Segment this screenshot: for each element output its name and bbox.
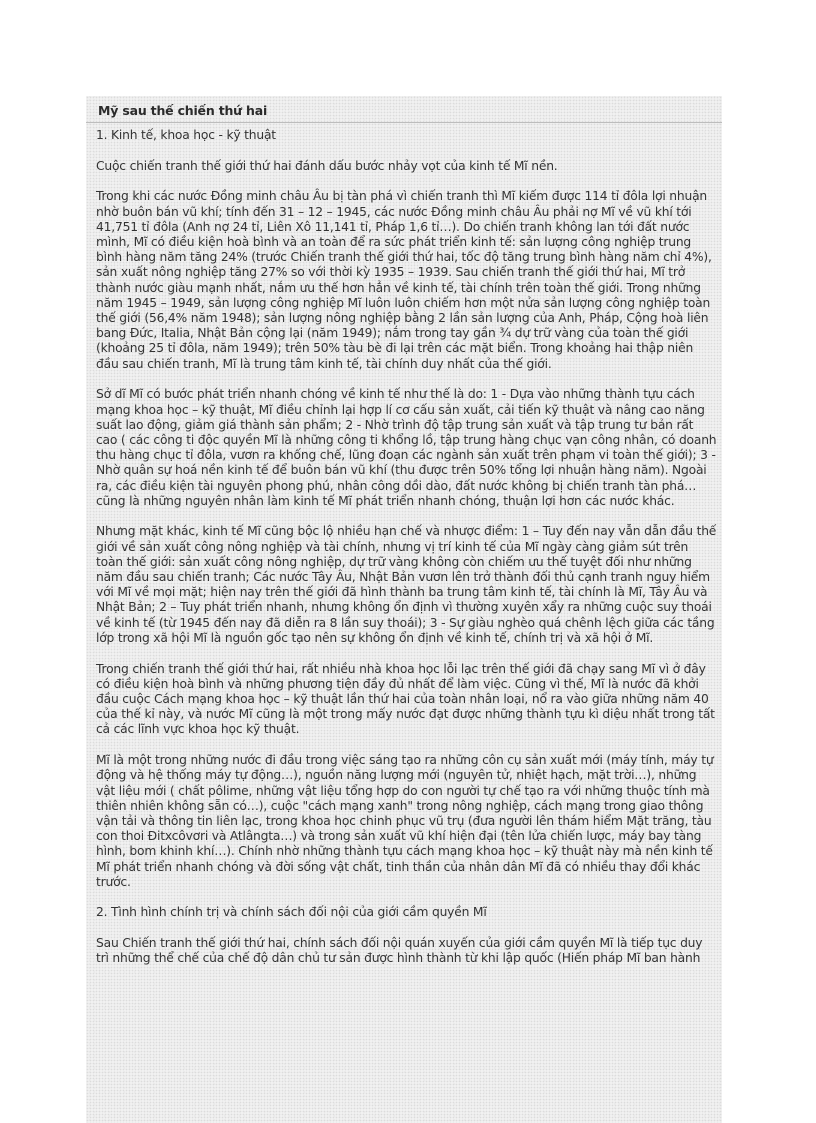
title-divider [86,122,722,123]
document-body [96,128,718,982]
section-heading-economy: 1. Kinh tế, khoa học - kỹ thuật [96,128,276,142]
section-heading-politics: 2. Tình hình chính trị và chính sách đối nội của giới cầm quyền Mĩ [96,905,487,920]
paragraph: Nhưng mặt khác, kinh tế Mĩ cũng bộc lộ nhiều hạn chế và nhược điểm: 1 – Tuy đến nay vẫn dẫn đầu thế giới về sản xuất công nông nghiệp và tài chính, nhưng vị trí kinh tế của Mĩ ngày càng giảm sút trên toàn thế giới: sản xuất công nông nghiệp, dự trữ vàng không còn chiếm ưu thế tuyệt đối như những năm đầu sau chiến tranh; Các nước Tây Âu, Nhật Bản vươn lên trở thành đối thủ cạnh tranh nguy hiểm với Mĩ về mọi mặt; hiện nay trên thế giới đã hình thành ba trung tâm kinh tế, tài chính là Mĩ, Tây Âu và Nhật Bản; 2 – Tuy phát triển nhanh, nhưng không ổn định vì thường xuyên xẩy ra những cuộc suy thoái về kinh tế (từ 1945 đến nay đã diễn ra 8 lần suy thoái); 3 - Sự giàu nghèo quá chênh lệch giữa các tầng lớp trong xã hội Mĩ là nguồn gốc tạo nên sự không ổn định về kinh tế, chính trị và xã hội ở Mĩ. [96,524,717,645]
paragraph: Sau Chiến tranh thế giới thứ hai, chính sách đối nội quán xuyến của giới cầm quyền Mĩ là tiếp tục duy trì những thể chế của chế độ dân chủ tư sản được hình thành từ khi lập quốc (Hiến pháp Mĩ ban hành [96,936,703,966]
paragraph: Cuộc chiến tranh thế giới thứ hai đánh dấu bước nhảy vọt của kinh tế Mĩ nền. [96,158,558,173]
paragraph: Trong khi các nước Đồng minh châu Âu bị tàn phá vì chiến tranh thì Mĩ kiếm được 114 tỉ đôla lợi nhuận nhờ buôn bán vũ khí; tính đến 31 – 12 – 1945, các nước Đồng minh châu Âu phải nợ Mĩ về vũ khí tới 41,751 tỉ đôla (Anh nợ 24 tỉ, Liên Xô 11,141 tỉ, Pháp 1,6 tỉ…). Do chiến tranh không lan tới đất nước mình, Mĩ có điều kiện hoà bình và an toàn để ra sức phát triển kinh tế: sản lượng công nghiệp trung bình hàng năm tăng 24% (trước Chiến tranh thế giới thứ hai, tốc độ tăng trung bình hàng năm chỉ 4%), sản xuất nông nghiệp tăng 27% so với thời kỳ 1935 – 1939. Sau chiến tranh thế giới thứ hai, Mĩ trở thành nước giàu mạnh nhất, nắm ưu thế hơn hẳn về kinh tế, tài chính trên toàn thế giới. Trong những năm 1945 – 1949, sản lượng công nghiệp Mĩ luôn luôn chiếm hơn một nửa sản lượng công nghiệp toàn thế giới (56,4% năm 1948); sản lượng nông nghiệp bằng 2 lần sản lượng của Anh, Pháp, Cộng hoà liên bang Đức, Italia, Nhật Bản cộng lại (năm 1949); nắm trong tay gần ¾ dự trữ vàng của toàn thế giới (khoảng 25 tỉ đôla, năm 1949); trên 50% tàu bè đi lại trên các mặt biển. Trong khoảng hai thập niên đầu sau chiến tranh, Mĩ là trung tâm kinh tế, tài chính duy nhất của thế giới. [96,189,712,371]
paragraph: Trong chiến tranh thế giới thứ hai, rất nhiều nhà khoa học lỗi lạc trên thế giới đã chạy sang Mĩ vì ở đây có điều kiện hoà bình và những phương tiện đầy đủ nhất để làm việc. Cũng vì thế, Mĩ là nước đã khởi đầu cuộc Cách mạng khoa học – kỹ thuật lần thứ hai của toàn nhân loại, nổ ra vào giữa những năm 40 của thế kỉ này, và nước Mĩ cũng là một trong mấy nước đạt được những thành tựu kì diệu nhất trong tất cả các lĩnh vực khoa học kỹ thuật. [96,661,715,737]
paragraph: Sở dĩ Mĩ có bước phát triển nhanh chóng về kinh tế như thế là do: 1 - Dựa vào những thành tựu cách mạng khoa học – kỹ thuật, Mĩ điều chỉnh lại hợp lí cơ cấu sản xuất, cải tiến kỹ thuật và nâng cao năng suất lao động, giảm giá thành sản phẩm; 2 - Nhờ trình độ tập trung sản xuất và tập trung tư bản rất cao ( các công ti độc quyền Mĩ là những công ti khổng lồ, tập trung hàng chục vạn công nhân, có doanh thu hàng chục tỉ đôla, vươn ra khống chế, lũng đoạn các ngành sản xuất trên phạm vi toàn thế giới); 3 - Nhờ quân sự hoá nền kinh tế để buôn bán vũ khí (thu được trên 50% tổng lợi nhuận hàng năm). Ngoài ra, các điều kiện tài nguyên phong phú, nhân công dồi dào, đất nước không bị chiến tranh tàn phá… cũng là những nguyên nhân làm kinh tế Mĩ phát triển nhanh chóng, thuận lợi hơn các nước khác. [96,387,717,508]
document-title: Mỹ sau thế chiến thứ hai [98,103,268,118]
paragraph: Mĩ là một trong những nước đi đầu trong việc sáng tạo ra những côn cụ sản xuất mới (máy tính, máy tự động và hệ thống máy tự động…), nguồn năng lượng mới (nguyên tử, nhiệt hạch, mặt trời…), những vật liệu mới ( chất pôlime, những vật liệu tổng hợp do con người tự chế tạo ra với những thuộc tính mà thiên nhiên không sẵn có…), cuộc "cách mạng xanh" trong nông nghiệp, cách mạng trong giao thông vận tải và thông tin liên lạc, trong khoa học chinh phục vũ trụ (đưa người lên thám hiểm Mặt trăng, tàu con thoi Đitxcôvơri và Atlângta…) và trong sản xuất vũ khí hiện đại (tên lửa chiến lược, máy bay tàng hình, bom khinh khí…). Chính nhờ những thành tựu cách mạng khoa học – kỹ thuật này mà nền kinh tế Mĩ phát triển nhanh chóng và đời sống vật chất, tinh thần của nhân dân Mĩ đã có nhiều thay đổi khác trước. [96,753,714,889]
